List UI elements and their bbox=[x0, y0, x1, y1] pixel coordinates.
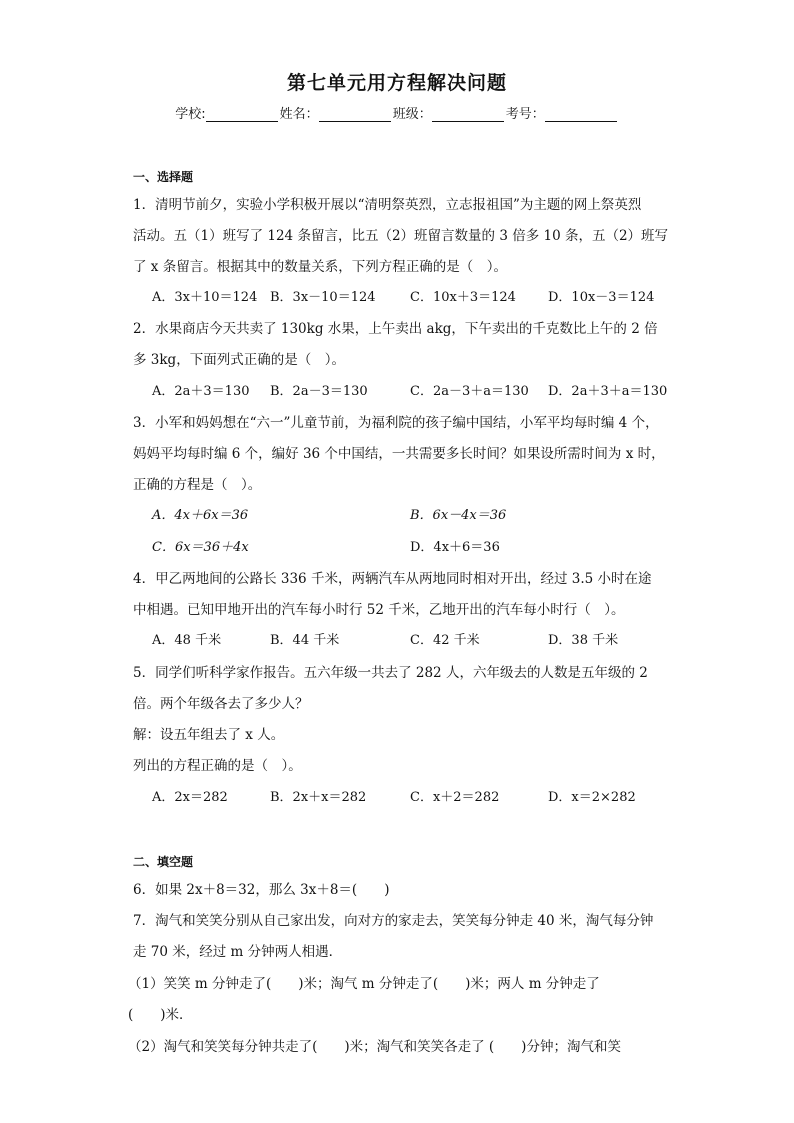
question-3-option-c[interactable]: C．6x＝36＋4x bbox=[152, 540, 249, 555]
class-blank[interactable] bbox=[432, 107, 504, 122]
question-2-line-2: 多 3kg，下面列式正确的是（ ）。 bbox=[133, 352, 345, 368]
question-7-part-1-line-1: （1）笑笑 m 分钟走了( )米；淘气 m 分钟走了( )米；两人 m 分钟走了 bbox=[128, 976, 600, 992]
question-1-option-b[interactable]: B．3x－10＝124 bbox=[270, 290, 376, 305]
question-2-option-b[interactable]: B．2a－3＝130 bbox=[270, 384, 368, 399]
question-5-option-a[interactable]: A．2x＝282 bbox=[152, 790, 228, 805]
page-title: 第七单元用方程解决问题 bbox=[286, 72, 507, 94]
question-1-option-a[interactable]: A．3x＋10＝124 bbox=[152, 290, 258, 305]
question-7-line-1: 7．淘气和笑笑分别从自己家出发，向对方的家走去，笑笑每分钟走 40 米，淘气每分钟 bbox=[133, 913, 654, 929]
question-2-line-1: 2．水果商店今天共卖了 130kg 水果，上午卖出 akg，下午卖出的千克数比上午的 2 倍 bbox=[133, 321, 658, 337]
student-info-line bbox=[0, 103, 794, 122]
question-1-option-d[interactable]: D．10x－3＝124 bbox=[548, 290, 655, 305]
question-1-line-1: 1．清明节前夕，实验小学积极开展以“清明祭英烈，立志报祖国”为主题的网上祭英烈 bbox=[133, 197, 642, 213]
question-3-line-3: 正确的方程是（ ）。 bbox=[133, 477, 262, 493]
name-label: 姓名： bbox=[279, 107, 319, 122]
question-6-line-1: 6．如果 2x＋8＝32，那么 3x＋8＝( ) bbox=[133, 882, 390, 898]
question-7-line-2: 走 70 米，经过 m 分钟两人相遇． bbox=[133, 944, 343, 960]
question-4-line-1: 4．甲乙两地间的公路长 336 千米，两辆汽车从两地同时相对开出，经过 3.5 小时在途 bbox=[133, 571, 652, 587]
question-3-option-a[interactable]: A．4x＋6x＝36 bbox=[152, 508, 249, 523]
question-4-line-2: 中相遇。已知甲地开出的汽车每小时行 52 千米，乙地开出的汽车每小时行（ ）。 bbox=[133, 602, 625, 618]
question-5-line-4: 列出的方程正确的是（ ）。 bbox=[133, 758, 302, 774]
question-5-line-2: 倍。两个年级各去了多少人？ bbox=[133, 696, 309, 712]
question-4-option-d[interactable]: D．38 千米 bbox=[548, 633, 619, 648]
question-7-part-1-line-2: ( )米． bbox=[128, 1007, 193, 1023]
question-1-option-c[interactable]: C．10x＋3＝124 bbox=[410, 290, 516, 305]
question-7-part-2-line-1: （2）淘气和笑笑每分钟共走了( )米；淘气和笑笑各走了 ( )分钟；淘气和笑 bbox=[128, 1039, 621, 1055]
question-2-option-c[interactable]: C．2a－3＋a＝130 bbox=[410, 384, 529, 399]
class-label: 班级： bbox=[392, 107, 432, 122]
name-blank[interactable] bbox=[319, 107, 391, 122]
question-5-line-3: 解：设五年组去了 x 人。 bbox=[133, 727, 285, 743]
exam-number-label: 考号： bbox=[505, 107, 545, 122]
question-2-option-d[interactable]: D．2a＋3＋a＝130 bbox=[548, 384, 668, 399]
school-label: 学校: bbox=[175, 107, 206, 122]
question-4-option-a[interactable]: A．48 千米 bbox=[152, 633, 222, 648]
question-2-option-a[interactable]: A．2a＋3＝130 bbox=[152, 384, 250, 399]
question-3-line-1: 3．小军和妈妈想在“六一”儿童节前，为福利院的孩子编中国结，小军平均每时编 4 个， bbox=[133, 415, 659, 431]
question-3-option-d[interactable]: D．4x＋6＝36 bbox=[410, 540, 500, 555]
question-1-line-2: 活动。五（1）班写了 124 条留言，比五（2）班留言数量的 3 倍多 10 条，五（2）班写 bbox=[133, 228, 669, 244]
question-5-option-b[interactable]: B．2x＋x＝282 bbox=[270, 790, 367, 805]
question-1-line-3: 了 x 条留言。根据其中的数量关系，下列方程正确的是（ ）。 bbox=[133, 259, 507, 275]
section-heading-choice: 一、选择题 bbox=[133, 170, 194, 184]
question-4-option-b[interactable]: B．44 千米 bbox=[270, 633, 340, 648]
question-4-option-c[interactable]: C．42 千米 bbox=[410, 633, 480, 648]
question-3-line-2: 妈妈平均每时编 6 个，编好 36 个中国结，一共需要多长时间？如果设所需时间为 x 时， bbox=[133, 446, 665, 462]
school-blank[interactable] bbox=[206, 107, 278, 122]
question-5-line-1: 5．同学们听科学家作报告。五六年级一共去了 282 人，六年级去的人数是五年级的 2 bbox=[133, 665, 648, 681]
question-5-option-d[interactable]: D．x＝2×282 bbox=[548, 790, 636, 805]
exam-number-blank[interactable] bbox=[545, 107, 617, 122]
question-5-option-c[interactable]: C．x＋2＝282 bbox=[410, 790, 500, 805]
section-heading-fill: 二、填空题 bbox=[133, 855, 194, 869]
question-3-option-b[interactable]: B．6x－4x＝36 bbox=[410, 508, 507, 523]
